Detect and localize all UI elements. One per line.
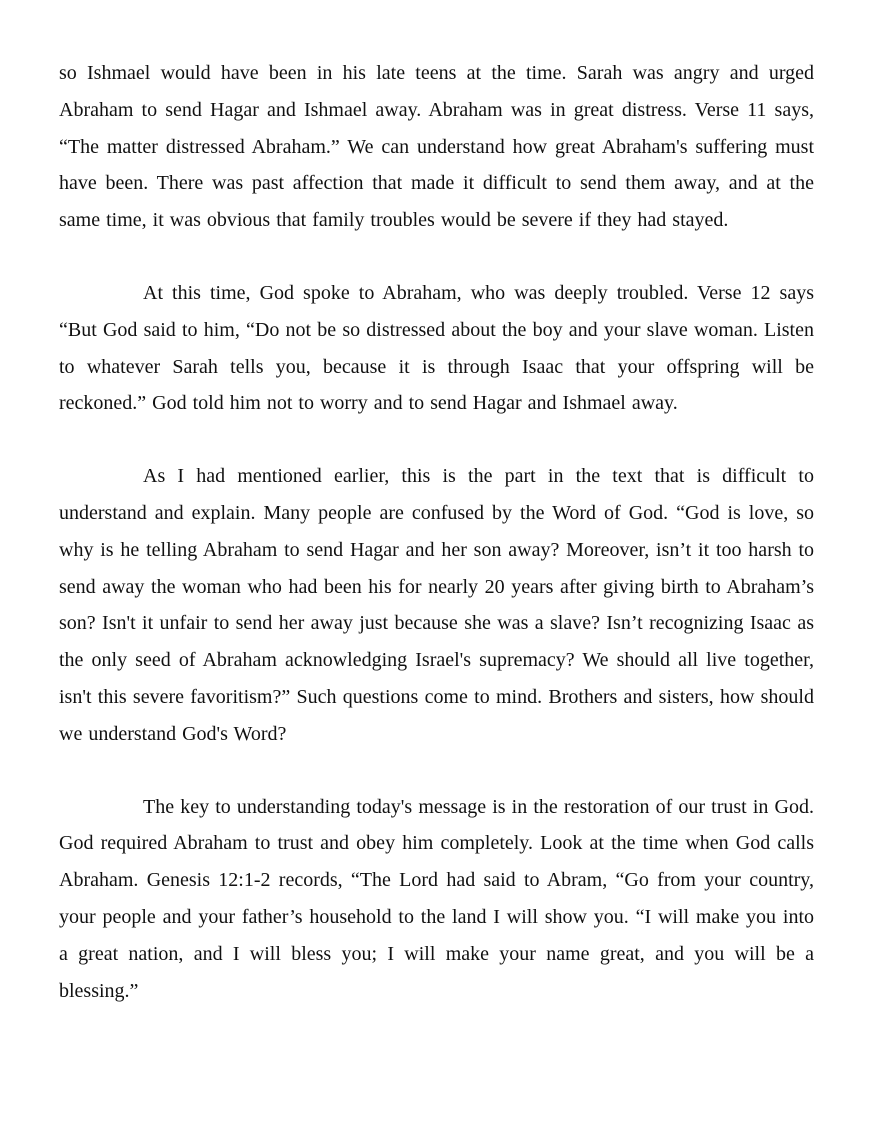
paragraph-2: At this time, God spoke to Abraham, who was deeply troubled. Verse 12 says “But God said to him, “Do not be so distressed about the boy and your slave woman. Listen to whatever Sarah tells you, because it is through Isaac that your offspring will be reckoned.” God told him not to worry and to send Hagar and Ishmael away.	[59, 281, 814, 415]
paragraph-3: As I had mentioned earlier, this is the part in the text that is difficult to understand and explain. Many people are confused by the Word of God. “God is love, so why is he telling Abraham to send Hagar and her son away? Moreover, isn’t it too harsh to send away the woman who had been his for nearly 20 years after giving birth to Abraham’s son? Isn't it unfair to send her away just because she was a slave? Isn’t recognizing Isaac as the only seed of Abraham acknowledging Israel's supremacy? We should all live together, isn't this severe favoritism?” Such questions come to mind. Brothers and sisters, how should we understand God's Word?	[59, 465, 814, 745]
paragraph-1: so Ishmael would have been in his late teens at the time. Sarah was angry and urged Abraham to send Hagar and Ishmael away. Abraham was in great distress. Verse 11 says, “The matter distressed Abraham.” We can understand how great Abraham's suffering must have been. There was past affection that made it difficult to send them away, and at the same time, it was obvious that family troubles would be severe if they had stayed.	[59, 62, 814, 232]
paragraph-4: The key to understanding today's message is in the restoration of our trust in God. God required Abraham to trust and obey him completely. Look at the time when God calls Abraham. Genesis 12:1-2 records, “The Lord had said to Abram, “Go from your country, your people and your father’s household to the land I will show you. “I will make you into a great nation, and I will bless you; I will make your name great, and you will be a blessing.”	[59, 795, 814, 1002]
